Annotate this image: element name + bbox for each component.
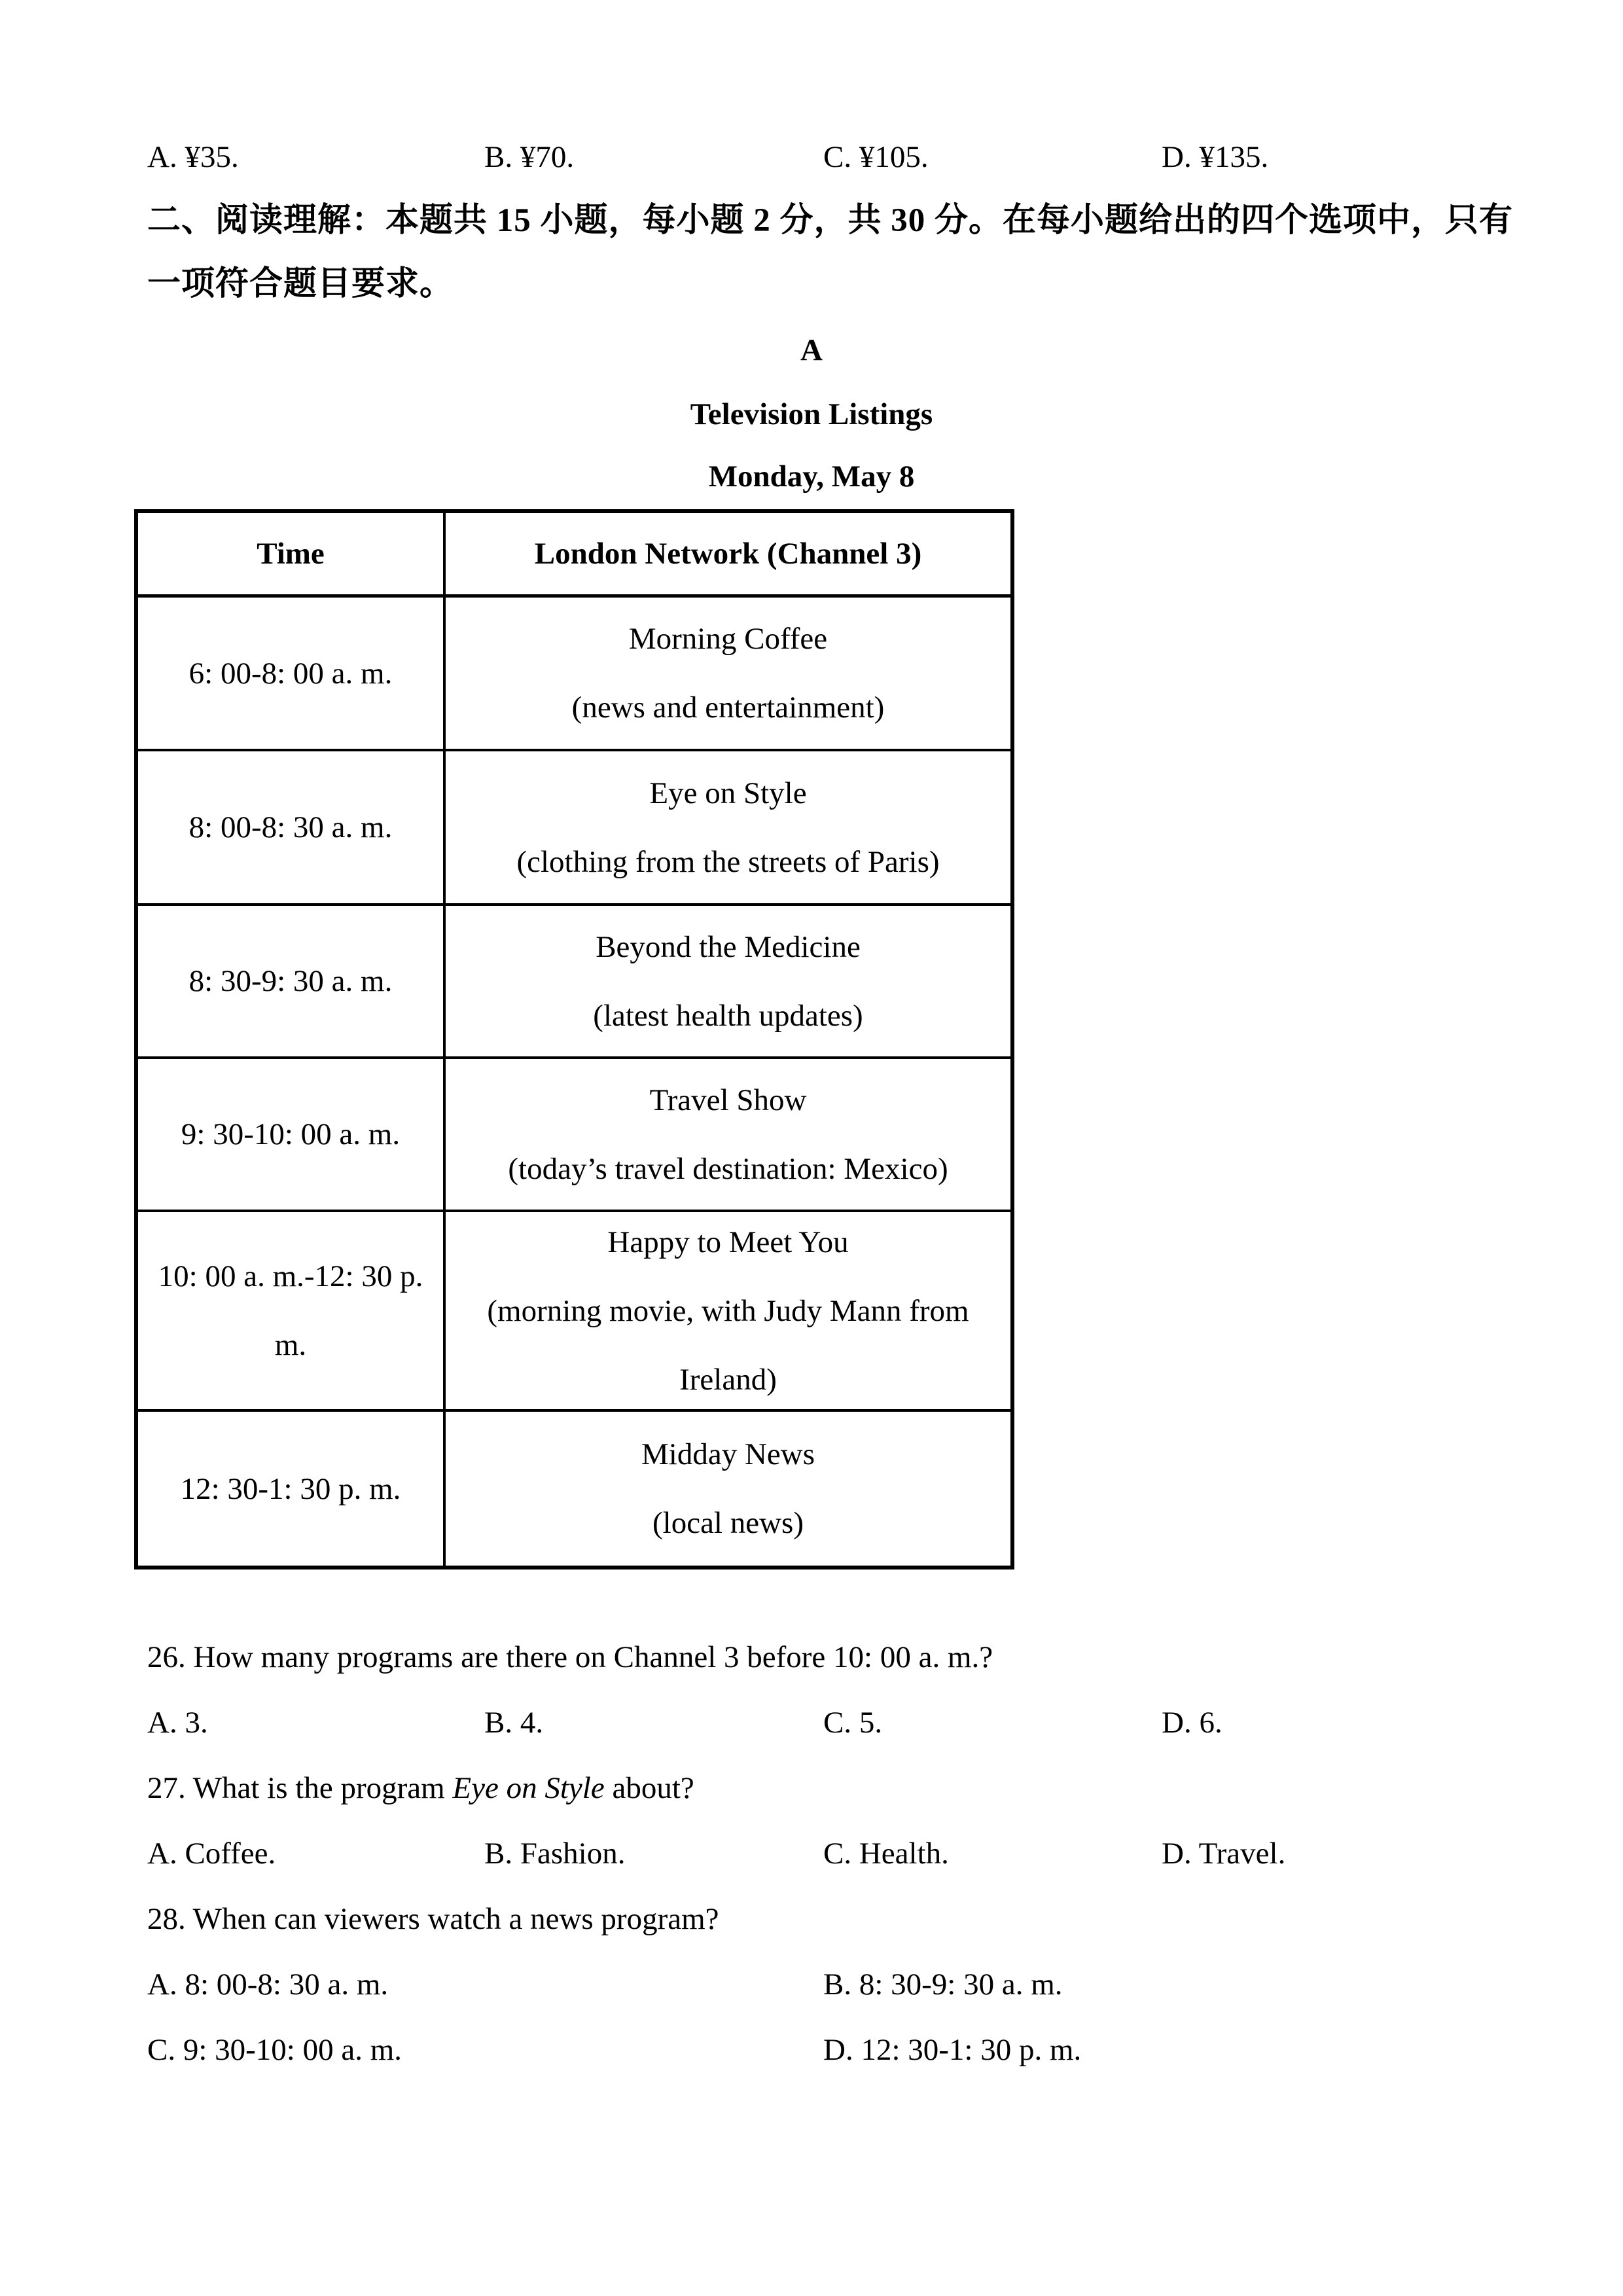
table-row-time: 9: 30-10: 00 a. m.: [138, 1059, 446, 1212]
prev-question-options-row: [0, 139, 1623, 178]
option-b: B. 8: 30-9: 30 a. m.: [823, 1967, 1063, 2001]
option-a: A. ¥35.: [147, 140, 239, 174]
option-a: A. 8: 00-8: 30 a. m.: [147, 1967, 389, 2001]
table-header-channel: London Network (Channel 3): [446, 513, 1010, 598]
passage-title: Television Listings: [690, 397, 933, 431]
option-c: C. Health.: [823, 1837, 949, 1871]
option-b: B. Fashion.: [484, 1837, 626, 1871]
table-row-program: Beyond the Medicine (latest health updates): [446, 906, 1010, 1059]
question-26-stem: 26. How many programs are there on Channel 3 before 10: 00 a. m.?: [147, 1640, 993, 1674]
question-28-options-row1: [0, 1966, 1623, 2005]
question-27-stem: 27. What is the program Eye on Style about?: [147, 1771, 694, 1805]
question-26-options: [0, 1704, 1623, 1744]
table-row-program: Travel Show (today’s travel destination: Mexico): [446, 1059, 1010, 1212]
table-row-time: 8: 30-9: 30 a. m.: [138, 906, 446, 1059]
option-d: D. 6.: [1162, 1706, 1222, 1740]
table-row-program: Morning Coffee (news and entertainment): [446, 598, 1010, 751]
table-header-time: Time: [138, 513, 446, 598]
question-28-options-row2: [0, 2032, 1623, 2071]
option-b: B. 4.: [484, 1706, 544, 1740]
passage-label: A: [800, 333, 823, 367]
table-row-program: Eye on Style (clothing from the streets of Paris): [446, 751, 1010, 906]
option-c: C. 5.: [823, 1706, 883, 1740]
tv-listings-table: [134, 509, 1014, 1570]
option-a: A. Coffee.: [147, 1837, 276, 1871]
question-27-options: [0, 1835, 1623, 1874]
table-row-time: 6: 00-8: 00 a. m.: [138, 598, 446, 751]
italic-program-name: Eye on Style: [452, 1771, 605, 1805]
table-row-program: Happy to Meet You (morning movie, with Judy Mann from Ireland): [446, 1212, 1010, 1412]
section-instruction-line1: 二、阅读理解：本题共 15 小题，每小题 2 分，共 30 分。在每小题给出的四个选项中，只有: [147, 202, 1514, 239]
option-a: A. 3.: [147, 1706, 208, 1740]
option-c: C. 9: 30-10: 00 a. m.: [147, 2033, 402, 2067]
option-d: D. 12: 30-1: 30 p. m.: [823, 2033, 1082, 2067]
table-row-time: 10: 00 a. m.-12: 30 p. m.: [138, 1212, 446, 1412]
option-b: B. ¥70.: [484, 140, 575, 174]
option-c: C. ¥105.: [823, 140, 929, 174]
table-row-program: Midday News (local news): [641, 1437, 815, 1540]
option-d: D. Travel.: [1162, 1837, 1286, 1871]
option-d: D. ¥135.: [1162, 140, 1269, 174]
table-row-time: 12: 30-1: 30 p. m.: [138, 1412, 446, 1566]
passage-subtitle: Monday, May 8: [708, 459, 915, 493]
table-row-time: 8: 00-8: 30 a. m.: [138, 751, 446, 906]
question-28-stem: 28. When can viewers watch a news program?: [147, 1902, 719, 1936]
section-instruction-line2: 一项符合题目要求。: [147, 266, 454, 302]
